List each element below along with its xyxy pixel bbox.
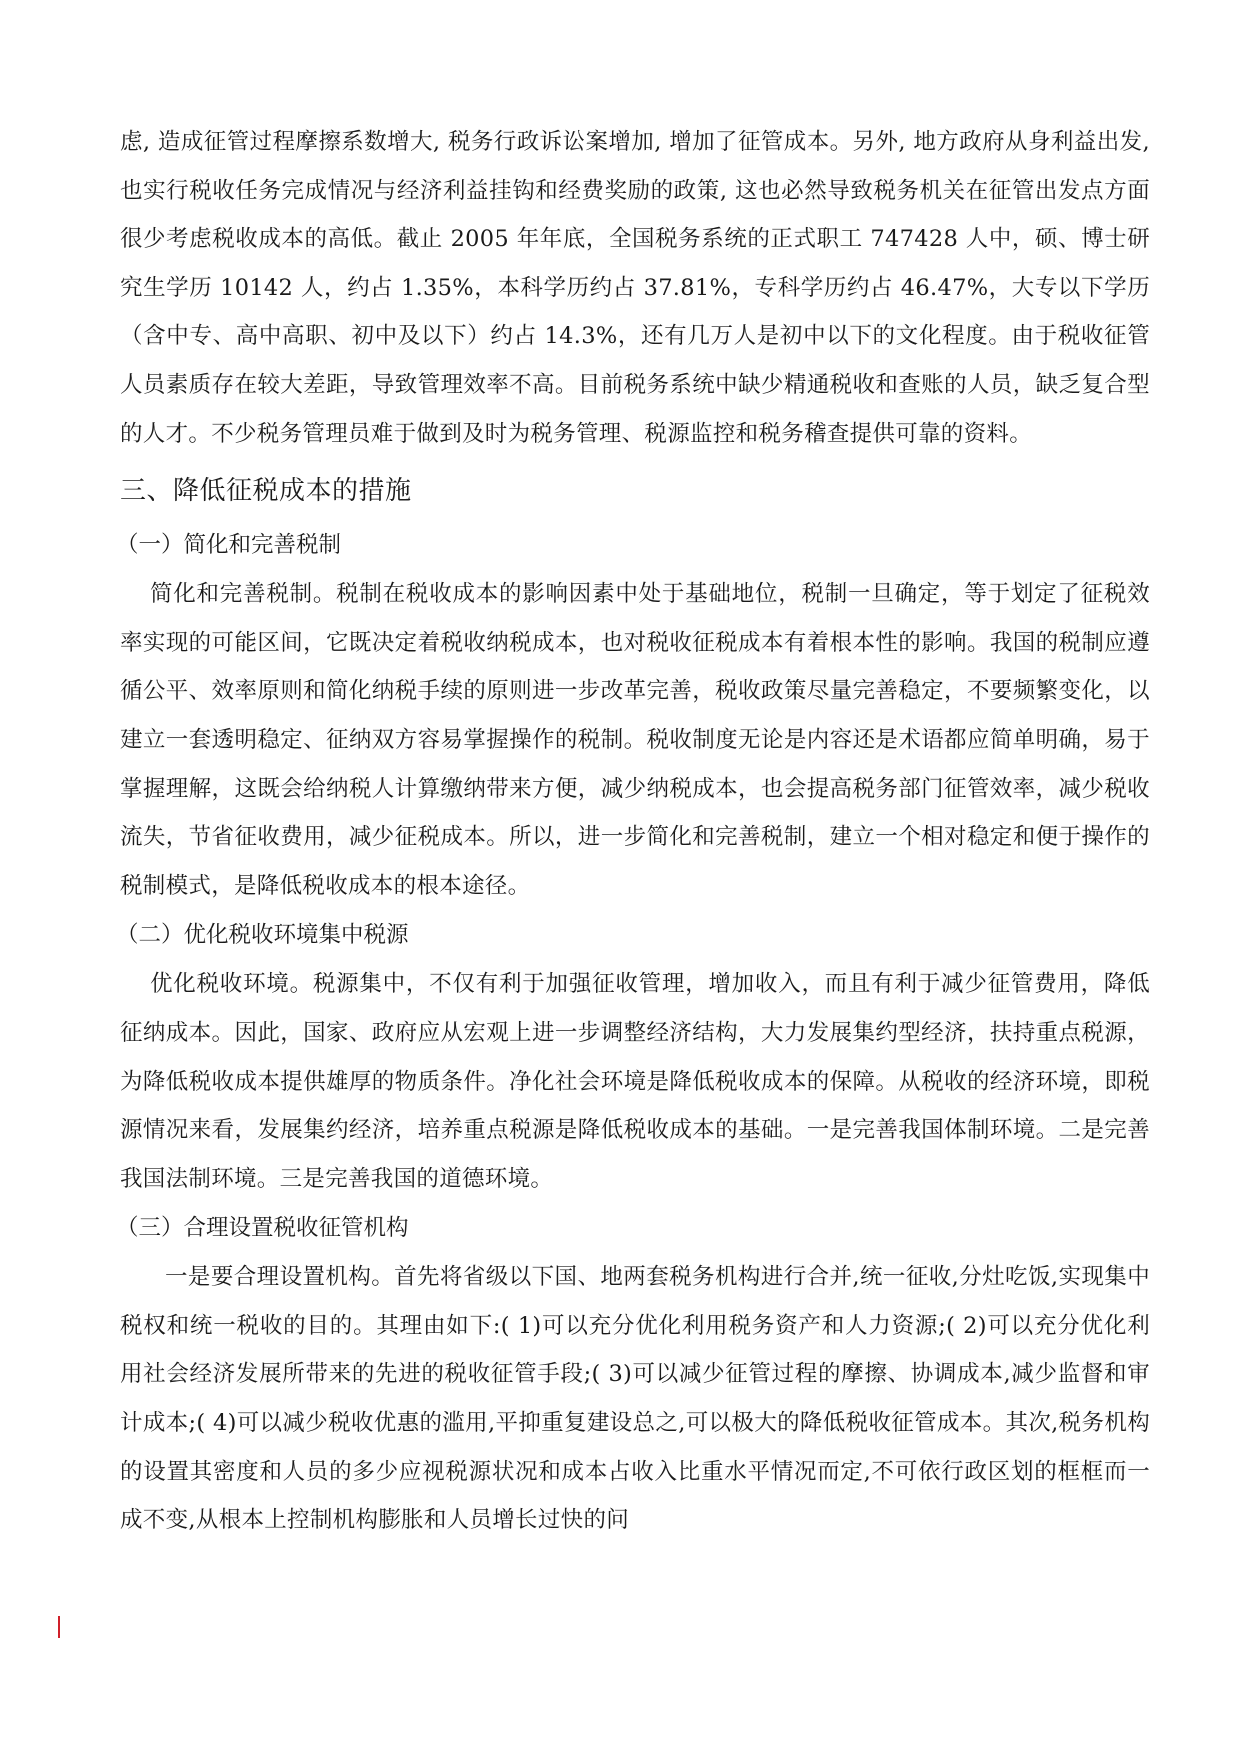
subsection-title-tax-agencies: （三）合理设置税收征管机构 [116,1215,409,1242]
margin-mark [58,1616,60,1638]
subsection-title-tax-environment: （二）优化税收环境集中税源 [116,922,409,949]
paragraph-staff-quality: 虑, 造成征管过程摩擦系数增大, 税务行政诉讼案增加, 增加了征管成本。另外, 地方政府从身利益出发, 也实行税收任务完成情况与经济利益挂钩和经费奖励的政策, 这也必然导致税务机关在征管出发点方面很少考虑税收成本的高低。截止 2005 年年底，全国税务系统的正式职工 747428 人中，硕、博士研究生学历 10142 人，约占 1.35%，本科学历约占 37.81%，专科学历约占 46.47%，大专以下学历（含中专、高中高职、初中及以下）约占 14.3%，还有几万人是初中以下的文化程度。由于税收征管人员素质存在较大差距，导致管理效率不高。目前税务系统中缺少精通税收和查账的人员，缺乏复合型的人才。不少税务管理员难于做到及时为税务管理、税源监控和税务稽查提供可靠的资料。 [120,129,1150,447]
section-title: 三、降低征税成本的措施 [120,476,412,507]
subsection-title-simplify-tax: （一）简化和完善税制 [116,532,342,559]
paragraph-simplify-tax: 简化和完善税制。税制在税收成本的影响因素中处于基础地位，税制一旦确定，等于划定了征税效率实现的可能区间，它既决定着税收纳税成本，也对税收征税成本有着根本性的影响。我国的税制应遵循公平、效率原则和简化纳税手续的原则进一步改革完善，税收政策尽量完善稳定，不要频繁变化，以建立一套透明稳定、征纳双方容易掌握操作的税制。税收制度无论是内容还是术语都应简单明确，易于掌握理解，这既会给纳税人计算缴纳带来方便，减少纳税成本，也会提高税务部门征管效率，减少税收流失，节省征收费用，减少征税成本。所以，进一步简化和完善税制，建立一个相对稳定和便于操作的税制模式，是降低税收成本的根本途径。 [120,581,1150,899]
paragraph-tax-agencies: 一是要合理设置机构。首先将省级以下国、地两套税务机构进行合并,统一征收,分灶吃饭,实现集中税权和统一税收的目的。其理由如下:( 1)可以充分优化利用税务资产和人力资源;( 2)可以充分优化利用社会经济发展所带来的先进的税收征管手段;( 3)可以减少征管过程的摩擦、协调成本,减少监督和审计成本;( 4)可以减少税收优惠的滥用,平抑重复建设总之,可以极大的降低税收征管成本。其次,税务机构的设置其密度和人员的多少应视税源状况和成本占收入比重水平情况而定,不可依行政区划的框框而一成不变,从根本上控制机构膨胀和人员增长过快的问 [120,1264,1150,1534]
paragraph-tax-environment: 优化税收环境。税源集中，不仅有利于加强征收管理，增加收入，而且有利于减少征管费用，降低征纳成本。因此，国家、政府应从宏观上进一步调整经济结构，大力发展集约型经济，扶持重点税源，为降低税收成本提供雄厚的物质条件。净化社会环境是降低税收成本的保障。从税收的经济环境，即税源情况来看，发展集约经济，培养重点税源是降低税收成本的基础。一是完善我国体制环境。二是完善我国法制环境。三是完善我国的道德环境。 [120,971,1150,1192]
document-body [116,118,1150,1545]
